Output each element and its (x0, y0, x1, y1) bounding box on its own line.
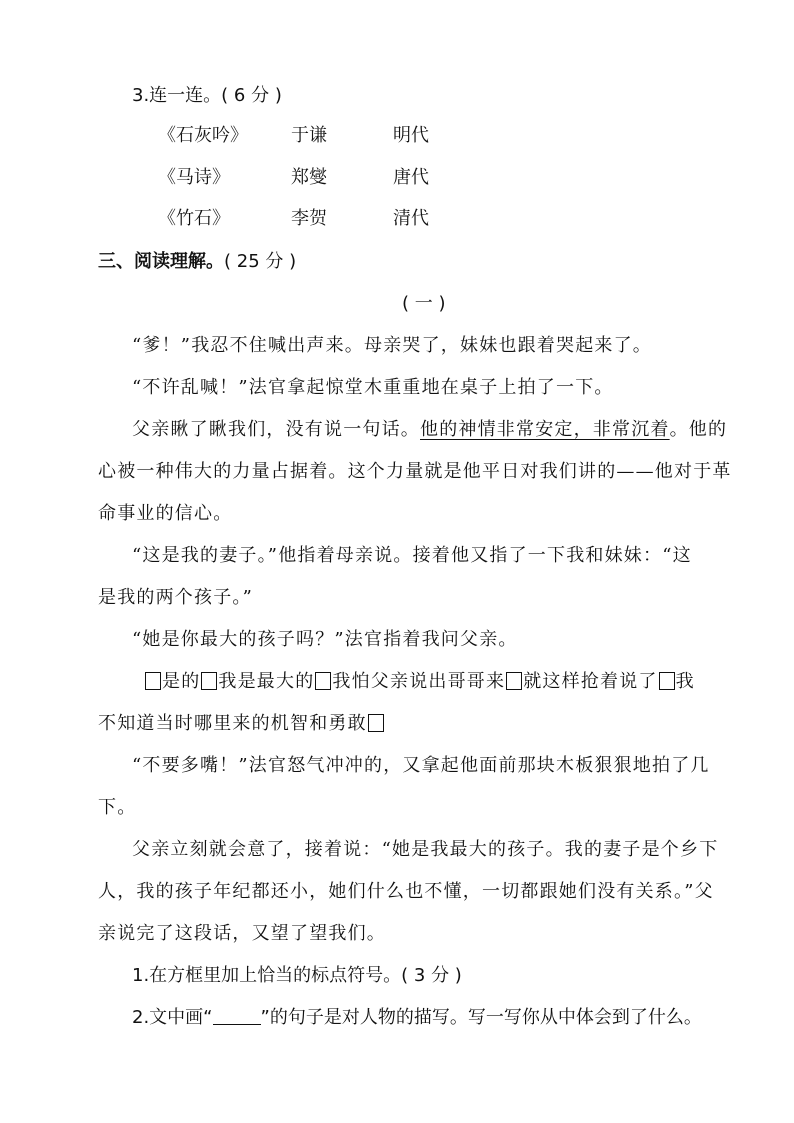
passage-text: 不知道当时哪里来的机智和勇敢 (98, 713, 367, 734)
punctuation-box[interactable] (659, 672, 675, 690)
underlined-sentence: 他的神情非常安定，非常沉着 (420, 419, 670, 440)
passage-line: 心被一种伟大的力量占据着。这个力量就是他平日对我们讲的——他对于革 (98, 461, 732, 482)
poet-name: 于谦 (291, 125, 327, 146)
passage-text: 我怕父亲说出哥哥来 (332, 671, 506, 692)
punctuation-box[interactable] (201, 672, 217, 690)
passage-paragraph: “爹！”我忍不住喊出声来。母亲哭了，妹妹也跟着哭起来了。 (132, 335, 653, 356)
poem-title: 《竹石》 (158, 208, 230, 229)
dynasty-name: 明代 (393, 125, 429, 146)
passage-paragraph: “她是你最大的孩子吗？”法官指着我问父亲。 (132, 629, 518, 650)
poet-name: 郑燮 (291, 167, 327, 188)
passage-text: 。他的 (669, 419, 728, 440)
question-1: 1.在方框里加上恰当的标点符号。( 3 分 ) (132, 965, 462, 986)
passage-paragraph: 父亲立刻就会意了，接着说：“她是我最大的孩子。我的妻子是个乡下 (132, 839, 719, 860)
punctuation-box[interactable] (315, 672, 331, 690)
dynasty-name: 唐代 (393, 167, 429, 188)
poet-name: 李贺 (291, 208, 327, 229)
poem-title: 《石灰吟》 (158, 125, 248, 146)
poem-title: 《马诗》 (158, 167, 230, 188)
passage-line: 下。 (98, 797, 137, 818)
dynasty-name: 清代 (393, 208, 429, 229)
passage-text: 我是最大的 (218, 671, 315, 692)
passage-number: ( 一 ) (402, 293, 446, 314)
punctuation-box[interactable] (368, 714, 384, 732)
passage-text: 父亲瞅了瞅我们，没有说一句话。 (132, 419, 420, 440)
passage-text: 是的 (162, 671, 201, 692)
punctuation-paragraph (144, 670, 695, 694)
punctuation-box[interactable] (145, 672, 161, 690)
passage-text: 就这样抢着说了 (523, 671, 658, 692)
passage-paragraph (132, 418, 727, 442)
passage-paragraph: “不要多嘴！”法官怒气冲冲的，又拿起他面前那块木板狠狠地拍了几 (132, 755, 710, 776)
section-heading (98, 250, 296, 274)
question-3-title: 3.连一连。( 6 分 ) (132, 85, 282, 106)
underline-sample (213, 1006, 261, 1025)
passage-line: 人，我的孩子年纪都还小，她们什么也不懂，一切都跟她们没有关系。”父 (98, 881, 714, 902)
passage-line: 亲说完了这段话，又望了望我们。 (98, 923, 386, 944)
passage-paragraph: “不许乱喊！”法官拿起惊堂木重重地在桌子上拍了一下。 (132, 377, 614, 398)
question-2-text: 2.文中画“ (132, 1007, 213, 1028)
section-points: ( 25 分 ) (224, 251, 297, 272)
passage-line: 命事业的信心。 (98, 503, 233, 524)
passage-paragraph: “这是我的妻子。”他指着母亲说。接着他又指了一下我和妹妹：“这 (132, 545, 692, 566)
question-2-text: ”的句子是对人物的描写。写一写你从中体会到了什么。 (260, 1007, 702, 1028)
punctuation-paragraph-line (98, 712, 385, 736)
passage-text: 我 (675, 671, 695, 692)
punctuation-box[interactable] (506, 672, 522, 690)
section-heading-text: 三、阅读理解。 (98, 251, 224, 272)
question-2 (132, 1006, 702, 1030)
passage-line: 是我的两个孩子。” (98, 587, 254, 608)
